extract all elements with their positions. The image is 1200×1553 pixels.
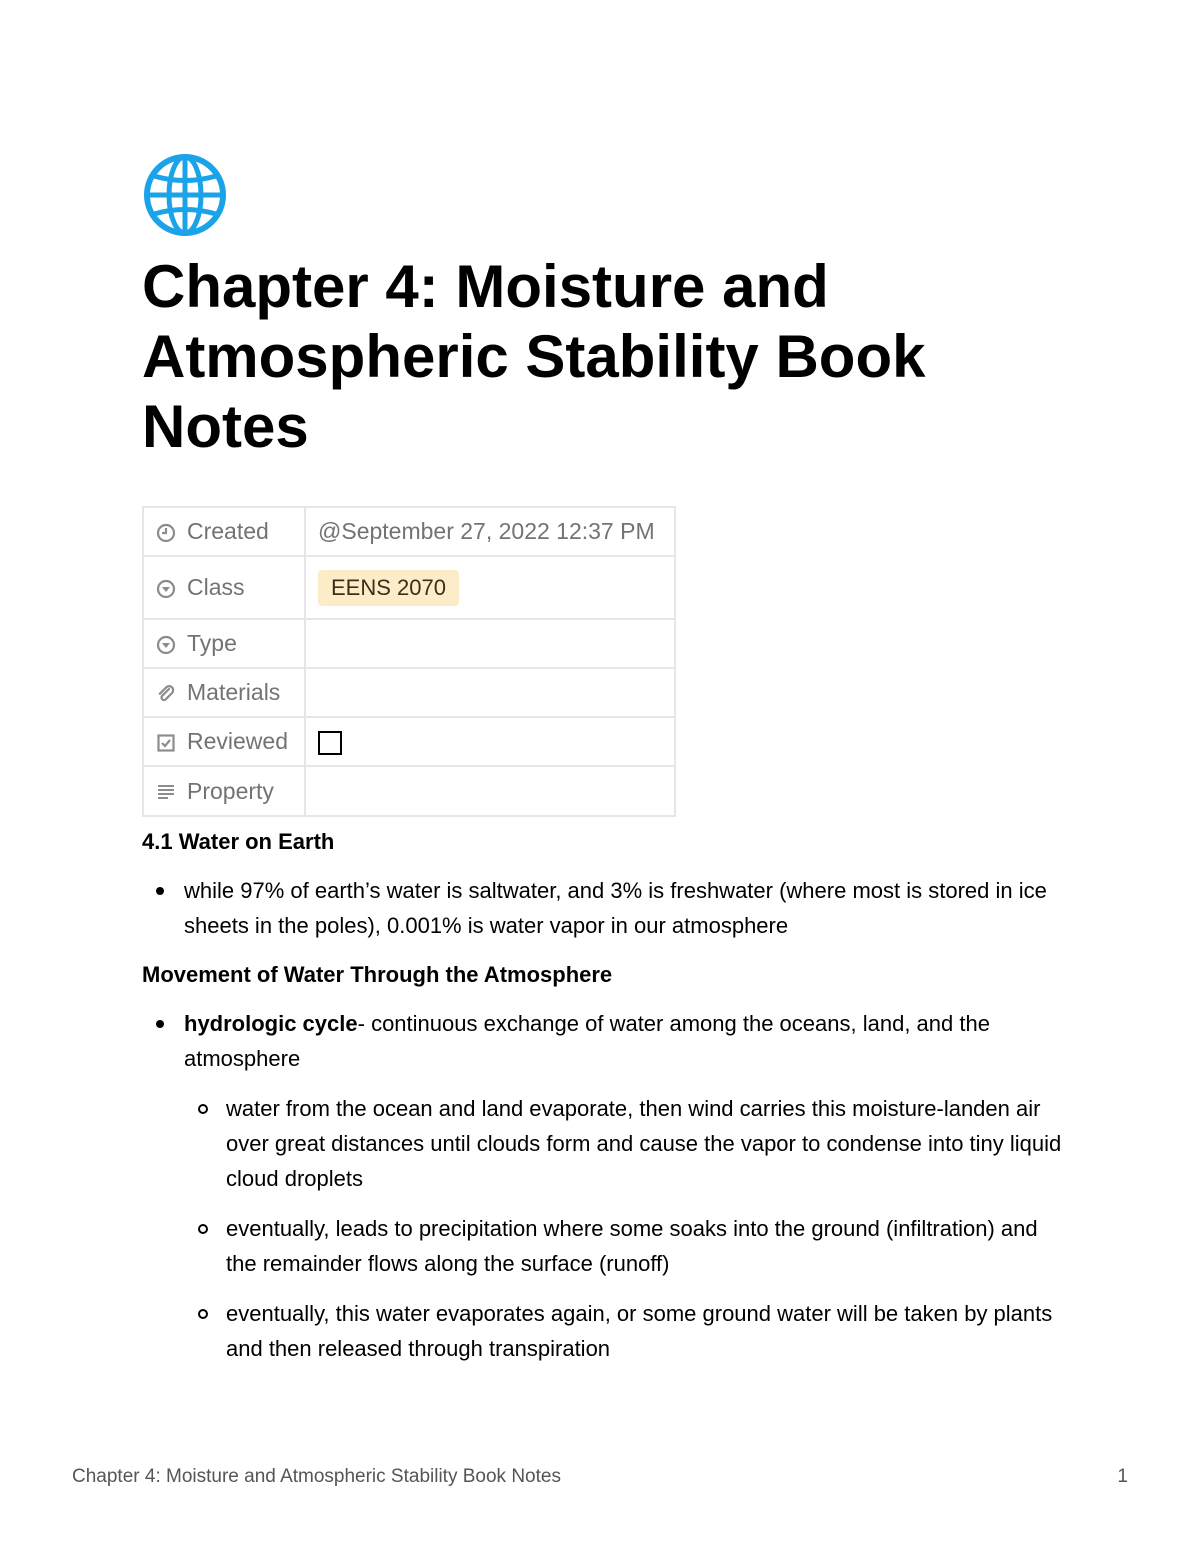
property-key-class	[143, 556, 305, 619]
sub-bullet-list	[184, 1091, 1062, 1366]
page-content	[142, 826, 1062, 1366]
reviewed-value-cell	[305, 717, 675, 766]
property-row-property	[143, 766, 675, 816]
property-label: Type	[187, 630, 237, 656]
bullet-list	[142, 1006, 1062, 1366]
term-definition: - continuous exchange of water among the oceans, land, and the atmosphere	[184, 1011, 990, 1071]
reviewed-checkbox[interactable]	[318, 731, 342, 755]
property-value[interactable]	[305, 766, 675, 816]
section-heading-water-on-earth: 4.1 Water on Earth	[142, 829, 335, 854]
section-heading-movement-of-water: Movement of Water Through the Atmosphere	[142, 962, 613, 987]
created-date-value[interactable]: @September 27, 2022 12:37 PM	[305, 507, 675, 556]
property-label: Reviewed	[187, 728, 288, 754]
footer-page-number: 1	[1117, 1466, 1128, 1487]
property-label: Materials	[187, 679, 281, 705]
property-label: Class	[187, 574, 245, 600]
property-row-materials	[143, 668, 675, 717]
paperclip-icon	[156, 683, 176, 703]
bullet-list	[142, 873, 1062, 943]
property-key-materials	[143, 668, 305, 717]
footer-title: Chapter 4: Moisture and Atmospheric Stability Book Notes	[72, 1466, 561, 1487]
type-value[interactable]	[305, 619, 675, 668]
list-item: while 97% of earth’s water is saltwater, and 3% is freshwater (where most is stored in ice sheets in the poles), 0.001% is water vapor in our atmosphere	[142, 873, 1062, 943]
property-key-created	[143, 507, 305, 556]
globe-icon	[142, 152, 228, 238]
class-value-cell[interactable]	[305, 556, 675, 619]
property-row-type	[143, 619, 675, 668]
clock-icon	[156, 522, 176, 542]
property-key-type	[143, 619, 305, 668]
page-title: Chapter 4: Moisture and Atmospheric Stability Book Notes	[142, 253, 926, 460]
list-item: eventually, leads to precipitation where some soaks into the ground (infiltration) and the remainder flows along the surface (runoff)	[184, 1211, 1062, 1281]
property-key-property	[143, 766, 305, 816]
select-icon	[156, 634, 176, 654]
term-hydrologic-cycle: hydrologic cycle	[184, 1011, 358, 1036]
properties-table	[142, 506, 676, 817]
property-key-reviewed	[143, 717, 305, 766]
property-row-class	[143, 556, 675, 619]
text-lines-icon	[156, 781, 176, 801]
class-tag[interactable]: EENS 2070	[318, 570, 459, 606]
list-item: water from the ocean and land evaporate, then wind carries this moisture-landen air over great distances until clouds form and cause the vapor to condense into tiny liquid cloud droplets	[184, 1091, 1062, 1196]
select-icon	[156, 578, 176, 598]
property-label: Property	[187, 777, 274, 804]
checkbox-icon	[156, 732, 176, 752]
materials-value[interactable]	[305, 668, 675, 717]
list-item: eventually, this water evaporates again, or some ground water will be taken by plants and then released through transpiration	[184, 1296, 1062, 1366]
list-item	[142, 1006, 1062, 1366]
property-row-reviewed	[143, 717, 675, 766]
property-row-created	[143, 507, 675, 556]
property-label: Created	[187, 518, 269, 544]
